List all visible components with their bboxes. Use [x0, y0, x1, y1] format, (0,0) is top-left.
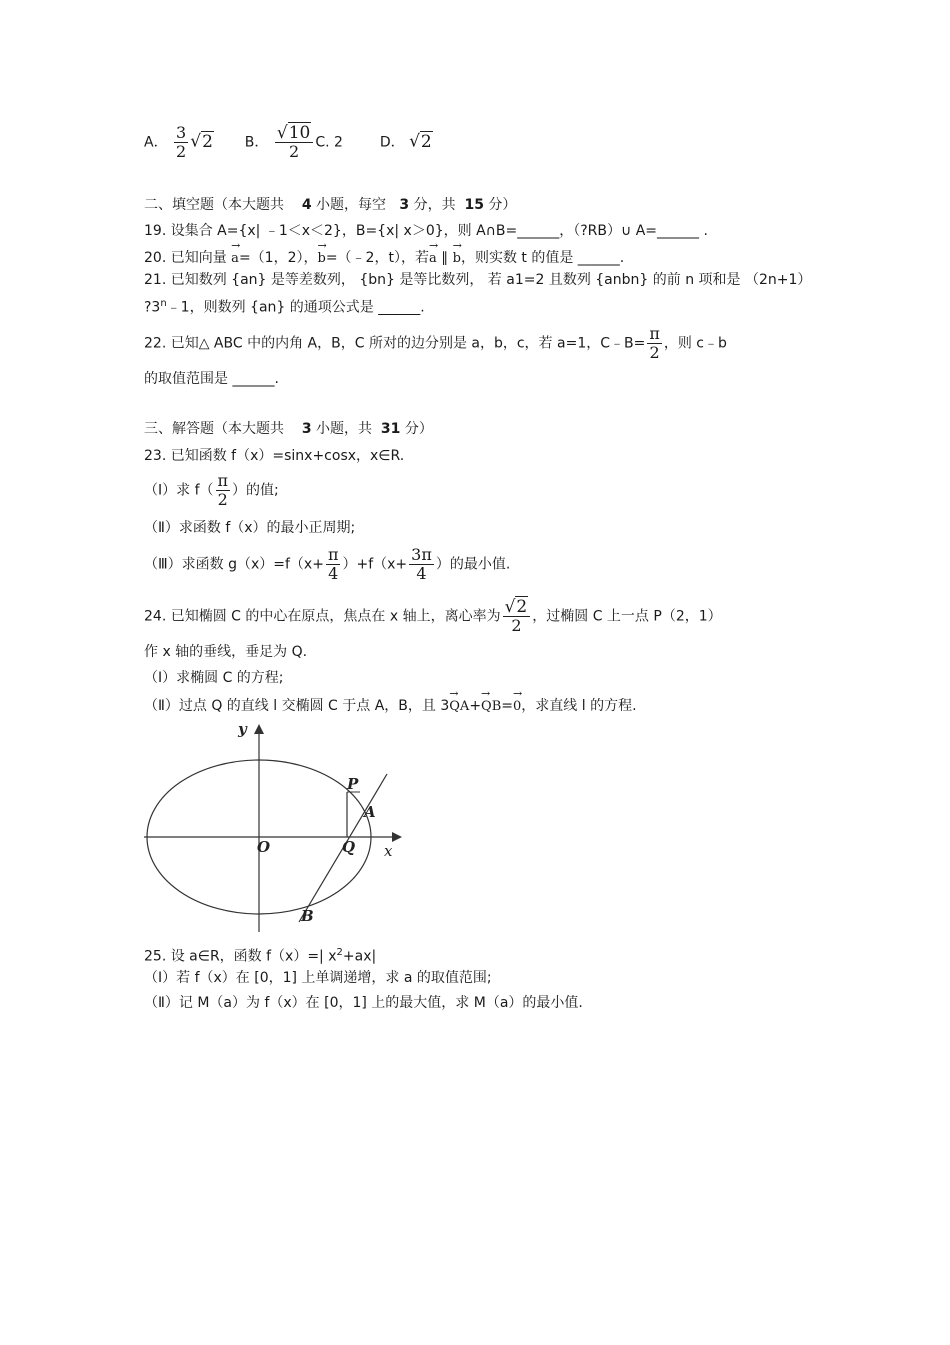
- option-a-sqrt: √2: [190, 131, 213, 152]
- label-p: P: [347, 775, 359, 793]
- option-a-label: A．: [144, 134, 168, 151]
- question-23-stem: 23. 已知函数 f（x）=sinx+cosx，x∈R.: [144, 448, 405, 464]
- label-q: Q: [342, 838, 356, 856]
- option-b-fraction: $\frac{√10}{2}$: [275, 124, 313, 161]
- question-24-part2: （Ⅱ）过点 Q 的直线 l 交椭圆 C 于点 A，B，且 3→ QA+→ QB=→ 0，求直线 l 的方程.: [144, 694, 637, 716]
- label-y: y: [238, 722, 247, 738]
- question-22-line1: 22. 已知△ ABC 中的内角 A，B，C 所对的边分别是 a，b，c，若 a=1，C﹣B= $\frac{\pi}{2}$ ，则 c﹣b: [144, 324, 727, 362]
- ellipse-diagram: [144, 722, 414, 934]
- question-22-line2: 的取值范围是 ______.: [144, 371, 279, 387]
- question-24-line1: 24. 已知椭圆 C 的中心在原点，焦点在 x 轴上，离心率为 $\frac{√2}{2}$ ，过椭圆 C 上一点 P（2，1）: [144, 597, 722, 635]
- y-axis-arrow: [254, 724, 264, 734]
- option-a-fraction: $\frac{3}{2}$: [176, 123, 187, 161]
- option-c-label: C. 2: [315, 134, 343, 151]
- label-b: B: [301, 907, 314, 925]
- vector-b: → b: [317, 246, 325, 268]
- option-d-sqrt: √2: [409, 131, 432, 152]
- question-23-part2: （Ⅱ）求函数 f（x）的最小正周期;: [144, 520, 356, 536]
- question-25-stem: 25. 设 a∈R，函数 f（x）=| $x^2+ax|$: [144, 947, 377, 965]
- option-b-label: B．: [244, 134, 269, 151]
- question-23-part3: （Ⅲ）求函数 g（x）=f（x+ $\frac{\pi}{4}$ ）+f（x+ $\frac{3\pi}{4}$ ）的最小值.: [144, 545, 511, 583]
- x-axis-arrow: [392, 832, 402, 842]
- question-25-part2: （Ⅱ）记 M（a）为 f（x）在 [0，1] 上的最大值，求 M（a）的最小值.: [144, 995, 583, 1011]
- question-24-line2: 作 x 轴的垂线，垂足为 Q.: [144, 644, 308, 660]
- question-20: 20. 已知向量 → a=（1，2），→ b=（﹣2，t），若→ a ∥ → b，则实数 t 的值是 ______.: [144, 246, 624, 268]
- question-21-line1: 21. 已知数列 {an} 是等差数列， {bn} 是等比数列， 若 a1=2 且数列 {anbn} 的前 n 项和是 （2n+1）: [144, 272, 812, 288]
- label-o: O: [257, 838, 271, 856]
- question-25-part1: （Ⅰ）若 f（x）在 [0，1] 上单调递增，求 a 的取值范围;: [144, 970, 492, 986]
- vector-a: → a: [231, 246, 239, 268]
- question-19: 19. 设集合 A={x| ﹣1＜x＜2}，B={x| x＞0}，则 A∩B=______，（?RB）∪ A=______ .: [144, 223, 708, 239]
- question-23-part1: （Ⅰ）求 f（ $\frac{\pi}{2}$ ）的值;: [144, 471, 279, 509]
- option-d-label: D．: [379, 134, 405, 151]
- section2-heading: 二、填空题（本大题共 4 小题，每空 3 分，共 15 分）: [144, 197, 517, 213]
- section3-heading: 三、解答题（本大题共 3 小题，共 31 分）: [144, 421, 433, 437]
- question-24-part1: （Ⅰ）求椭圆 C 的方程;: [144, 670, 284, 686]
- question-21-line2: ?3$^n$﹣1，则数列 {an} 的通项公式是 ______.: [144, 298, 425, 316]
- label-x: x: [384, 842, 393, 860]
- q18-options: [144, 124, 433, 161]
- label-a: A: [364, 803, 376, 821]
